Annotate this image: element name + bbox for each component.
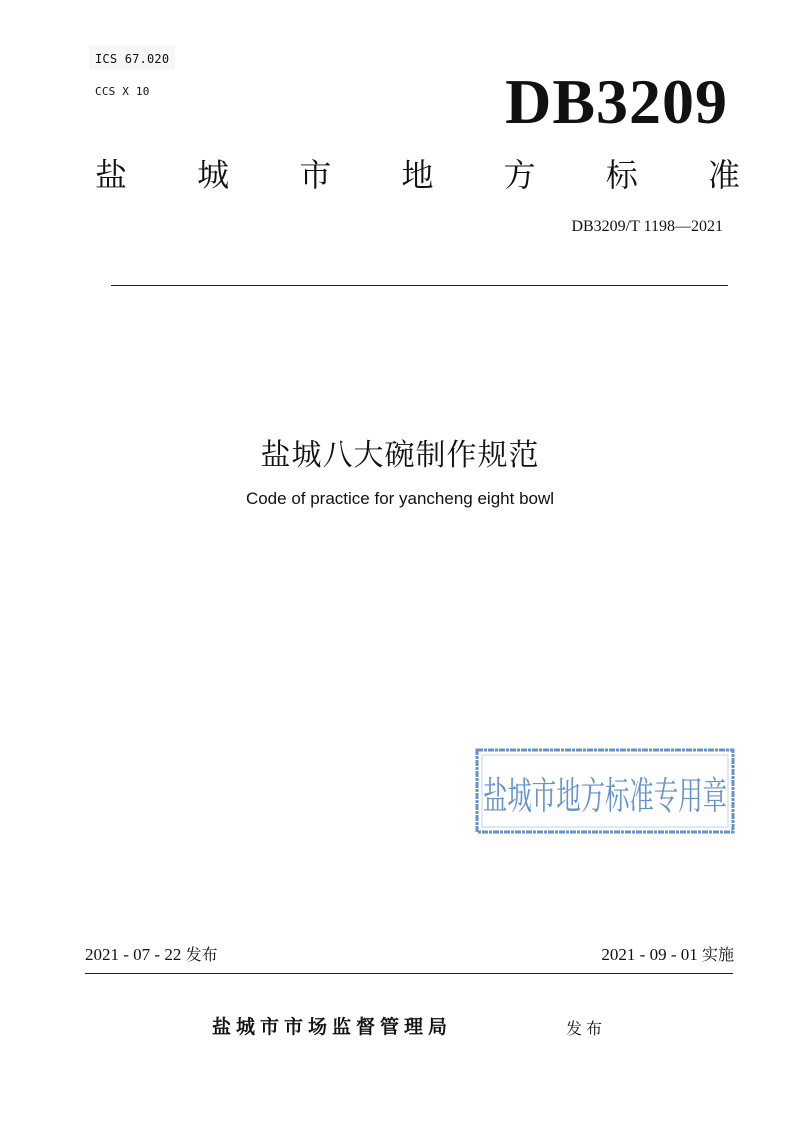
official-seal-stamp	[474, 747, 736, 835]
standard-type-char: 准	[707, 156, 740, 194]
document-title-en: Code of practice for yancheng eight bowl	[245, 489, 555, 508]
effective-label: 实施	[701, 945, 734, 964]
issuing-authority: 盐城市市场监督管理局	[212, 1016, 453, 1038]
standard-code-title: DB3209	[505, 66, 728, 137]
standard-type-char: 城	[197, 156, 230, 194]
standard-type-char: 标	[605, 156, 638, 194]
standard-number: DB3209/T 1198—2021	[571, 218, 723, 235]
document-title-zh: 盐城八大碗制作规范	[260, 438, 540, 473]
standard-type-char: 盐	[95, 156, 128, 194]
header-divider	[111, 285, 728, 286]
standard-type-char: 方	[503, 156, 536, 194]
standard-type-char: 市	[299, 156, 332, 194]
effective-date: 2021 - 09 - 01	[601, 945, 698, 964]
footer-divider	[85, 973, 733, 974]
ics-code: ICS 67.020	[95, 52, 170, 66]
standard-type-char: 地	[401, 156, 434, 194]
standard-type-title	[95, 152, 740, 198]
release-date-line	[85, 942, 218, 965]
release-date: 2021 - 07 - 22	[85, 945, 182, 964]
release-label: 发布	[185, 945, 218, 964]
effective-date-line	[560, 942, 734, 965]
svg-text:盐城市地方标准专用章: 盐城市地方标准专用章	[483, 774, 727, 818]
issuing-label: 发布	[566, 1019, 607, 1038]
ccs-code: CCS X 10	[95, 85, 150, 98]
